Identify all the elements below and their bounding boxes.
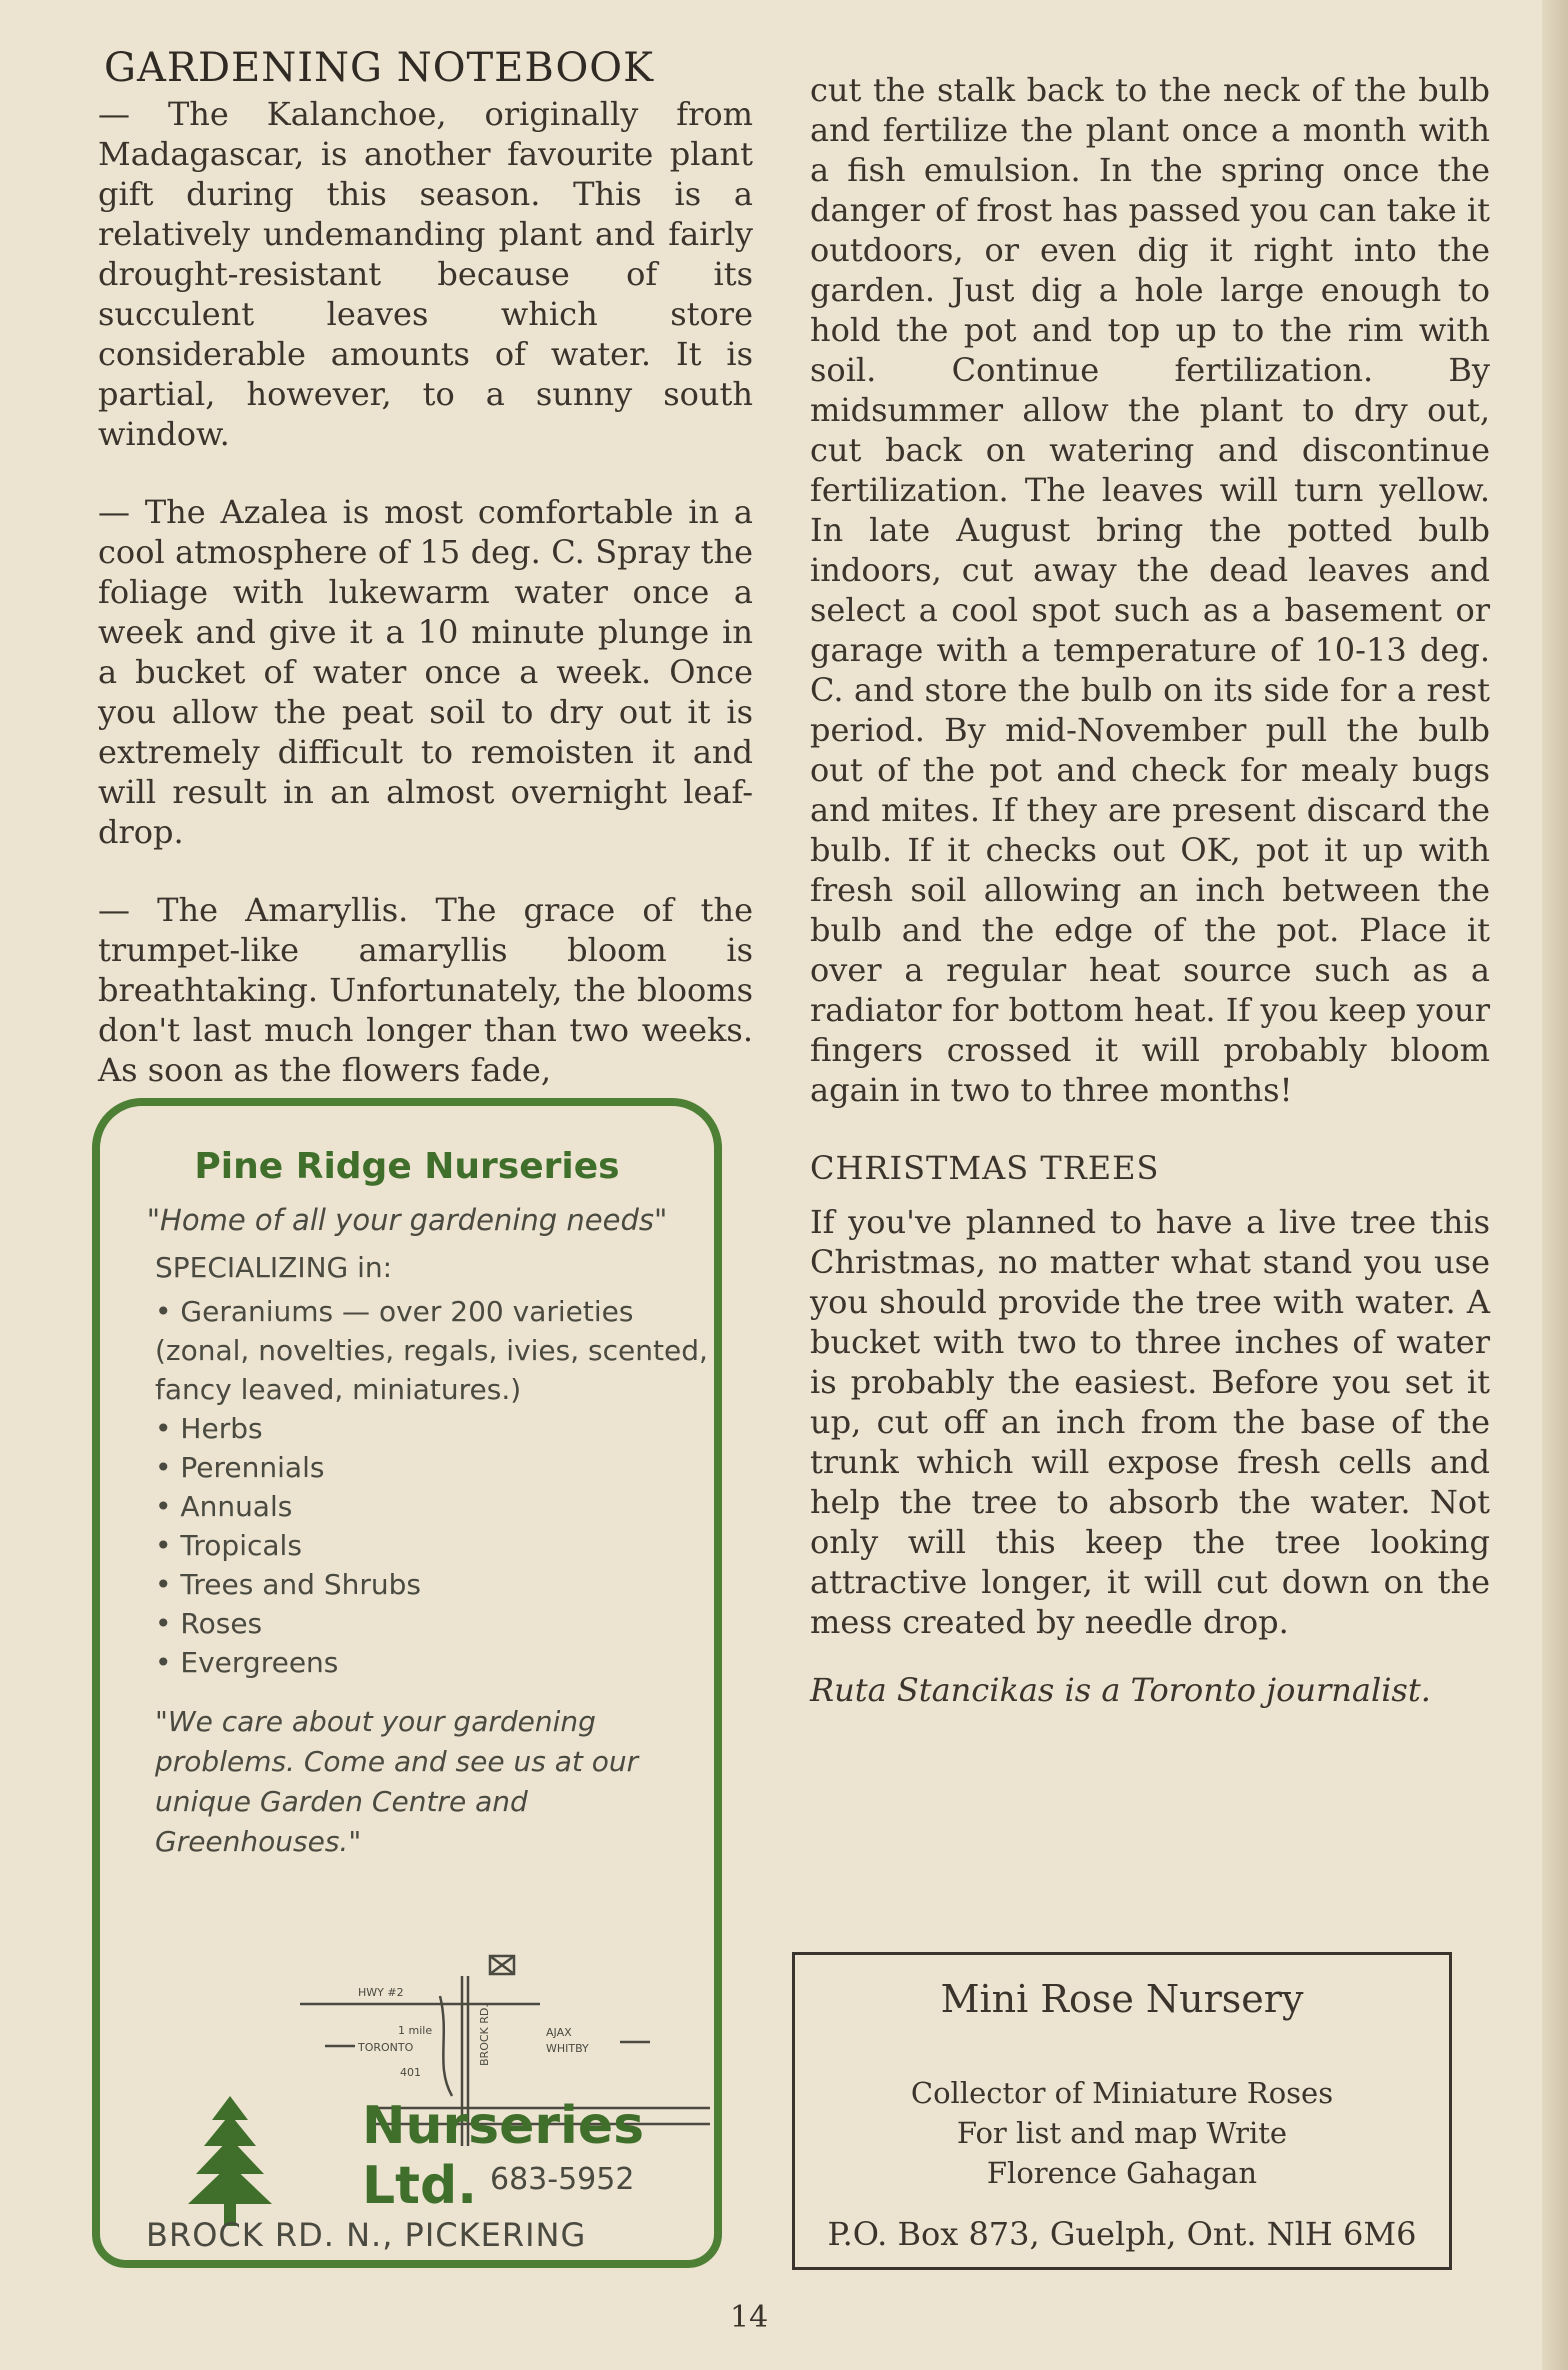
section-heading: GARDENING NOTEBOOK — [104, 45, 654, 91]
list-item: • Annuals — [155, 1490, 293, 1523]
map-label-hwy: HWY #2 — [358, 1986, 404, 1999]
ad-specializing-label: SPECIALIZING in: — [155, 1251, 393, 1284]
amaryllis-paragraph: — The Amaryllis. The grace of the trumpet-like amaryllis bloom is breathtaking. Unfortunately, the blooms don't last much longer than two weeks. As soon as the flowers fade, — [98, 891, 753, 1089]
right-column — [810, 70, 1490, 1710]
map-label-whitby: WHITBY — [546, 2042, 589, 2055]
list-item: • Tropicals — [155, 1529, 302, 1562]
map-label-mile: 1 mile — [398, 2024, 433, 2037]
list-item: • Perennials — [155, 1451, 325, 1484]
list-item: • Geraniums — over 200 varieties — [155, 1295, 634, 1328]
rose-ad-line2: For list and map Write — [956, 2116, 1288, 2150]
azalea-paragraph: — The Azalea is most comfortable in a cool atmosphere of 15 deg. C. Spray the foliage with lukewarm water once a week and give it a 10 minute plunge in a bucket of water once a week. Once you allow the peat soil to dry out it is extremely difficult to remoisten it and will result in an almost overnight leaf-drop. — [98, 493, 753, 851]
page-spine-shadow — [1542, 0, 1568, 2370]
rose-ad-line3: Florence Gahagan — [986, 2156, 1258, 2190]
ad-company-name: Nurseries Ltd. — [362, 2096, 645, 2216]
mini-rose-advertisement — [792, 1952, 1452, 2270]
left-column — [98, 45, 753, 1128]
pine-tree-icon — [188, 2096, 272, 2226]
author-byline: Ruta Stancikas is a Toronto journalist. — [810, 1671, 1431, 1709]
list-item: • Evergreens — [155, 1646, 339, 1679]
map-label-ajax: AJAX — [546, 2026, 572, 2039]
pine-ridge-logo — [188, 2096, 272, 2226]
rose-ad-name: Mini Rose Nursery — [940, 1977, 1304, 2021]
map-label-toronto: TORONTO — [358, 2041, 414, 2054]
map-label-401: 401 — [400, 2066, 421, 2079]
map-label-brock: BROCK RD. — [478, 2004, 491, 2066]
map-bracket — [440, 1996, 452, 2096]
christmas-trees-paragraph: If you've planned to have a live tree this Christmas, no matter what stand you use you should provide the tree with water. A bucket with two to three inches of water is probably the easiest. Before you set it up, cut off an inch from the base of the trunk which will expose fresh cells and help the tree to absorb the water. Not only will this keep the tree looking attractive longer, it will cut down on the mess created by needle drop. — [810, 1203, 1490, 1641]
pine-ridge-advertisement — [92, 1098, 722, 2268]
ad-specialty-list — [155, 1292, 714, 1682]
list-item: (zonal, novelties, regals, ivies, scented, fancy leaved, miniatures.) — [155, 1334, 708, 1406]
list-item: • Roses — [155, 1607, 263, 1640]
ad-address: BROCK RD. N., PICKERING — [146, 2216, 587, 2254]
rose-ad-address: P.O. Box 873, Guelph, Ont. NlH 6M6 — [827, 2215, 1417, 2253]
christmas-trees-heading: CHRISTMAS TREES — [810, 1149, 1160, 1187]
ad-tagline: "Home of all your gardening needs" — [146, 1203, 668, 1237]
amaryllis-continued-paragraph: cut the stalk back to the neck of the bulb and fertilize the plant once a month with a fish emulsion. In the spring once the danger of frost has passed you can take it outdoors, or even dig it right into the garden. Just dig a hole large enough to hold the pot and top up to the rim with soil. Continue fertilization. By midsummer allow the plant to dry out, cut back on watering and discontinue fertilization. The leaves will turn yellow. In late August bring the potted bulb indoors, cut away the dead leaves and select a cool spot such as a basement or garage with a temperature of 10-13 deg. C. and store the bulb on its side for a rest period. By mid-November pull the bulb out of the pot and check for mealy bugs and mites. If they are present discard the bulb. If it checks out OK, pot it up with fresh soil allowing an inch between the bulb and the edge of the pot. Place it over a regular heat source such as a radiator for bottom heat. If you keep your fingers crossed it will probably bloom again in two to three months! — [810, 71, 1490, 1109]
ad-brand-name: Pine Ridge Nurseries — [194, 1146, 620, 1187]
rose-ad-line1: Collector of Miniature Roses — [910, 2076, 1334, 2110]
kalanchoe-paragraph: — The Kalanchoe, originally from Madagascar, is another favourite plant gift during this season. This is a relatively undemanding plant and fairly drought-resistant because of its succulent leaves which store considerable amounts of water. It is partial, however, to a sunny south window. — [98, 95, 753, 453]
list-item: • Herbs — [155, 1412, 263, 1445]
page-number: 14 — [730, 2300, 769, 2335]
ad-quote: "We care about your gardening problems. Come and see us at our unique Garden Centre and Greenhouses." — [155, 1705, 639, 1858]
list-item: • Trees and Shrubs — [155, 1568, 421, 1601]
ad-phone: 683-5952 — [490, 2162, 635, 2197]
